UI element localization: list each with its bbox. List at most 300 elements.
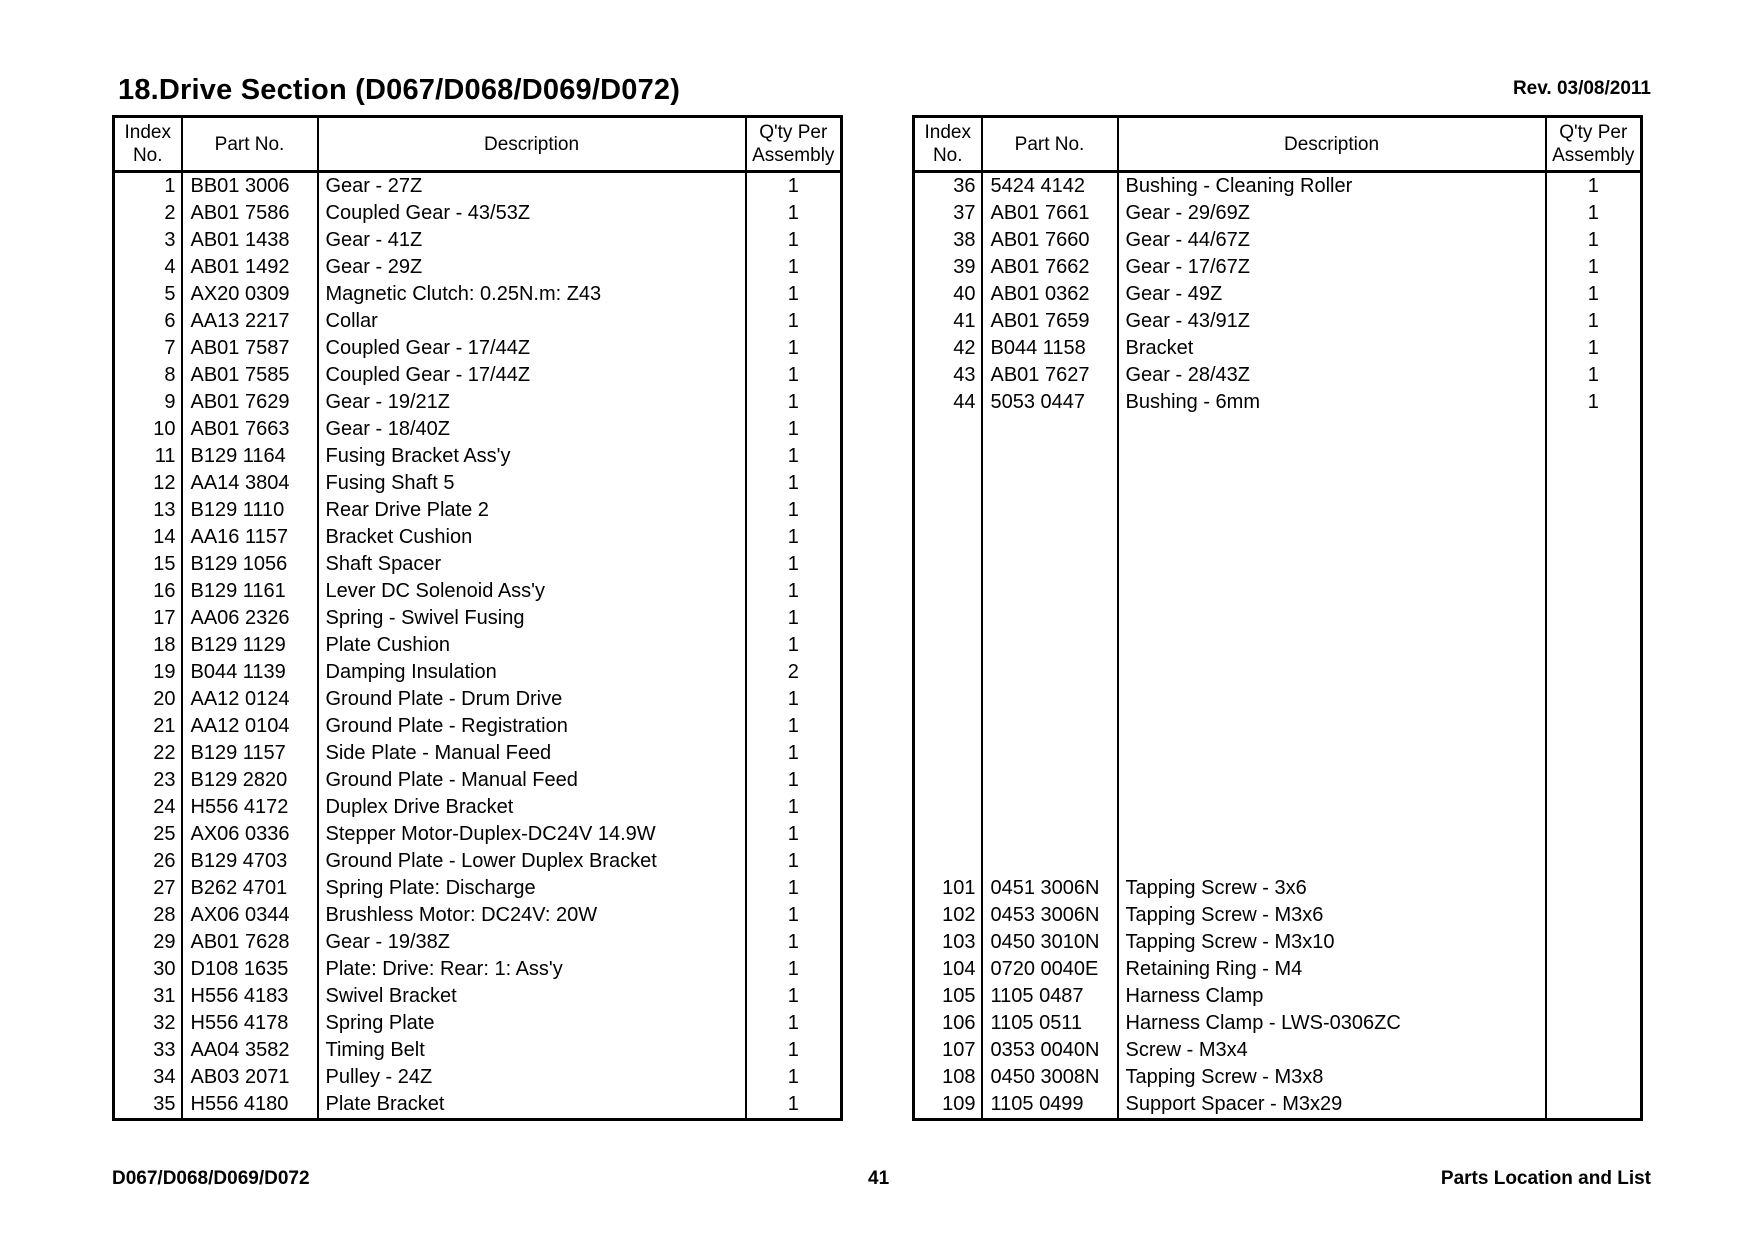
quantity-cell: 1	[746, 632, 842, 659]
quantity-cell: 1	[746, 794, 842, 821]
quantity-cell: 1	[746, 1064, 842, 1091]
index-cell: 35	[114, 1091, 182, 1120]
description-cell: Rear Drive Plate 2	[318, 497, 746, 524]
part-number-cell: AB01 0362	[982, 281, 1118, 308]
quantity-cell	[1546, 794, 1642, 821]
index-cell	[914, 686, 982, 713]
table-row	[114, 713, 842, 740]
quantity-cell	[1546, 578, 1642, 605]
table-row	[114, 308, 842, 335]
quantity-cell	[1546, 740, 1642, 767]
table-row	[914, 956, 1642, 983]
index-cell: 2	[114, 200, 182, 227]
quantity-cell: 1	[746, 686, 842, 713]
column-header-qty: Q'ty Per Assembly	[1546, 117, 1642, 172]
table-row	[914, 794, 1642, 821]
table-row	[914, 362, 1642, 389]
part-number-cell: 1105 0499	[982, 1091, 1118, 1120]
description-cell	[1118, 767, 1546, 794]
index-cell: 42	[914, 335, 982, 362]
part-number-cell: AA13 2217	[182, 308, 318, 335]
quantity-cell: 1	[746, 740, 842, 767]
description-cell: Plate Cushion	[318, 632, 746, 659]
part-number-cell	[982, 551, 1118, 578]
description-cell: Coupled Gear - 43/53Z	[318, 200, 746, 227]
description-cell: Spring Plate	[318, 1010, 746, 1037]
part-number-cell	[982, 848, 1118, 875]
part-number-cell	[982, 605, 1118, 632]
table-header-row	[914, 117, 1642, 172]
index-cell: 23	[114, 767, 182, 794]
description-cell: Tapping Screw - M3x6	[1118, 902, 1546, 929]
description-cell: Pulley - 24Z	[318, 1064, 746, 1091]
part-number-cell: 0450 3010N	[982, 929, 1118, 956]
parts-table-left	[112, 115, 843, 1121]
description-cell: Plate Bracket	[318, 1091, 746, 1120]
quantity-cell	[1546, 416, 1642, 443]
part-number-cell: 5424 4142	[982, 172, 1118, 201]
part-number-cell: AA12 0124	[182, 686, 318, 713]
description-cell	[1118, 524, 1546, 551]
quantity-cell	[1546, 1064, 1642, 1091]
part-number-cell: H556 4183	[182, 983, 318, 1010]
quantity-cell	[1546, 443, 1642, 470]
table-row	[114, 254, 842, 281]
table-row	[114, 416, 842, 443]
index-cell: 1	[114, 172, 182, 201]
description-cell: Spring Plate: Discharge	[318, 875, 746, 902]
table-row	[914, 389, 1642, 416]
description-cell: Duplex Drive Bracket	[318, 794, 746, 821]
table-row	[114, 497, 842, 524]
index-cell	[914, 848, 982, 875]
index-cell: 22	[114, 740, 182, 767]
index-cell: 7	[114, 335, 182, 362]
table-row	[914, 632, 1642, 659]
part-number-cell	[982, 821, 1118, 848]
index-cell: 29	[114, 929, 182, 956]
description-cell: Magnetic Clutch: 0.25N.m: Z43	[318, 281, 746, 308]
table-row	[114, 821, 842, 848]
quantity-cell: 1	[746, 227, 842, 254]
footer-section: Parts Location and List	[1440, 1168, 1651, 1189]
part-number-cell: B044 1158	[982, 335, 1118, 362]
part-number-cell	[982, 443, 1118, 470]
table-row	[114, 1010, 842, 1037]
index-cell	[914, 794, 982, 821]
table-row	[114, 200, 842, 227]
description-cell: Damping Insulation	[318, 659, 746, 686]
part-number-cell	[982, 632, 1118, 659]
index-cell: 3	[114, 227, 182, 254]
part-number-cell: AA16 1157	[182, 524, 318, 551]
description-cell: Gear - 28/43Z	[1118, 362, 1546, 389]
index-cell	[914, 632, 982, 659]
index-cell: 30	[114, 956, 182, 983]
part-number-cell: AB01 7660	[982, 227, 1118, 254]
index-cell: 26	[114, 848, 182, 875]
description-cell: Gear - 19/38Z	[318, 929, 746, 956]
table-row	[114, 767, 842, 794]
quantity-cell	[1546, 713, 1642, 740]
description-cell	[1118, 713, 1546, 740]
description-cell: Ground Plate - Drum Drive	[318, 686, 746, 713]
part-number-cell: AB01 7585	[182, 362, 318, 389]
index-cell: 36	[914, 172, 982, 201]
index-cell	[914, 578, 982, 605]
description-cell	[1118, 848, 1546, 875]
part-number-cell: B129 1110	[182, 497, 318, 524]
table-row	[114, 443, 842, 470]
part-number-cell: AA14 3804	[182, 470, 318, 497]
table-row	[114, 470, 842, 497]
part-number-cell: AA12 0104	[182, 713, 318, 740]
table-row	[114, 875, 842, 902]
index-cell: 39	[914, 254, 982, 281]
table-row	[114, 902, 842, 929]
description-cell: Ground Plate - Lower Duplex Bracket	[318, 848, 746, 875]
description-cell: Gear - 43/91Z	[1118, 308, 1546, 335]
quantity-cell: 1	[1546, 362, 1642, 389]
quantity-cell: 1	[746, 308, 842, 335]
quantity-cell: 1	[746, 875, 842, 902]
part-number-cell: AB01 7661	[982, 200, 1118, 227]
description-cell: Spring - Swivel Fusing	[318, 605, 746, 632]
part-number-cell: 0450 3008N	[982, 1064, 1118, 1091]
description-cell: Ground Plate - Registration	[318, 713, 746, 740]
index-cell: 108	[914, 1064, 982, 1091]
table-row	[114, 578, 842, 605]
description-cell: Screw - M3x4	[1118, 1037, 1546, 1064]
quantity-cell: 1	[1546, 172, 1642, 201]
quantity-cell: 1	[746, 470, 842, 497]
index-cell: 27	[114, 875, 182, 902]
part-number-cell: AX06 0344	[182, 902, 318, 929]
table-row	[114, 956, 842, 983]
description-cell: Tapping Screw - M3x10	[1118, 929, 1546, 956]
description-cell	[1118, 443, 1546, 470]
column-header-qty: Q'ty Per Assembly	[746, 117, 842, 172]
description-cell: Timing Belt	[318, 1037, 746, 1064]
description-cell	[1118, 659, 1546, 686]
index-cell: 104	[914, 956, 982, 983]
column-header-index: Index No.	[914, 117, 982, 172]
table-row	[914, 1091, 1642, 1120]
table-row	[914, 578, 1642, 605]
quantity-cell: 1	[746, 1010, 842, 1037]
part-number-cell: 0353 0040N	[982, 1037, 1118, 1064]
description-cell	[1118, 551, 1546, 578]
description-cell: Gear - 19/21Z	[318, 389, 746, 416]
table-row	[914, 497, 1642, 524]
table-row	[914, 983, 1642, 1010]
table-row	[914, 1037, 1642, 1064]
index-cell	[914, 416, 982, 443]
part-number-cell: AB01 7663	[182, 416, 318, 443]
description-cell: Gear - 29Z	[318, 254, 746, 281]
quantity-cell: 1	[746, 605, 842, 632]
quantity-cell	[1546, 767, 1642, 794]
table-row	[114, 281, 842, 308]
table-row	[114, 389, 842, 416]
part-number-cell: AB01 7627	[982, 362, 1118, 389]
page-number: 41	[868, 1168, 890, 1189]
description-cell: Coupled Gear - 17/44Z	[318, 362, 746, 389]
description-cell: Gear - 44/67Z	[1118, 227, 1546, 254]
description-cell	[1118, 632, 1546, 659]
quantity-cell: 1	[1546, 308, 1642, 335]
index-cell: 5	[114, 281, 182, 308]
index-cell	[914, 470, 982, 497]
part-number-cell: B044 1139	[182, 659, 318, 686]
index-cell: 102	[914, 902, 982, 929]
part-number-cell: 0720 0040E	[982, 956, 1118, 983]
part-number-cell: AB01 1492	[182, 254, 318, 281]
table-row	[914, 281, 1642, 308]
table-row	[914, 1064, 1642, 1091]
table-row	[914, 686, 1642, 713]
table-row	[114, 659, 842, 686]
column-header-part: Part No.	[182, 117, 318, 172]
index-cell: 14	[114, 524, 182, 551]
quantity-cell: 1	[746, 335, 842, 362]
index-cell: 16	[114, 578, 182, 605]
quantity-cell: 1	[746, 443, 842, 470]
description-cell: Fusing Bracket Ass'y	[318, 443, 746, 470]
index-cell: 105	[914, 983, 982, 1010]
index-cell: 31	[114, 983, 182, 1010]
quantity-cell	[1546, 983, 1642, 1010]
table-row	[914, 740, 1642, 767]
description-cell: Tapping Screw - M3x8	[1118, 1064, 1546, 1091]
part-number-cell: AB01 7662	[982, 254, 1118, 281]
table-row	[114, 524, 842, 551]
quantity-cell	[1546, 902, 1642, 929]
part-number-cell: H556 4172	[182, 794, 318, 821]
table-row	[914, 254, 1642, 281]
table-row	[114, 929, 842, 956]
quantity-cell: 1	[746, 281, 842, 308]
table-row	[114, 686, 842, 713]
quantity-cell	[1546, 659, 1642, 686]
description-cell: Brushless Motor: DC24V: 20W	[318, 902, 746, 929]
index-cell: 38	[914, 227, 982, 254]
description-cell: Bushing - 6mm	[1118, 389, 1546, 416]
quantity-cell	[1546, 929, 1642, 956]
index-cell: 21	[114, 713, 182, 740]
table-row	[914, 605, 1642, 632]
quantity-cell	[1546, 1010, 1642, 1037]
quantity-cell: 1	[1546, 335, 1642, 362]
table-row	[914, 929, 1642, 956]
quantity-cell: 1	[1546, 227, 1642, 254]
description-cell	[1118, 605, 1546, 632]
quantity-cell: 1	[1546, 389, 1642, 416]
quantity-cell: 1	[746, 172, 842, 201]
table-row	[914, 902, 1642, 929]
part-number-cell	[982, 686, 1118, 713]
quantity-cell: 1	[746, 578, 842, 605]
quantity-cell	[1546, 875, 1642, 902]
index-cell: 13	[114, 497, 182, 524]
index-cell: 101	[914, 875, 982, 902]
part-number-cell: B129 4703	[182, 848, 318, 875]
quantity-cell: 1	[746, 254, 842, 281]
part-number-cell: B129 1161	[182, 578, 318, 605]
index-cell	[914, 821, 982, 848]
description-cell: Gear - 41Z	[318, 227, 746, 254]
quantity-cell: 1	[746, 497, 842, 524]
quantity-cell	[1546, 605, 1642, 632]
parts-table-right	[912, 115, 1643, 1121]
table-row	[914, 875, 1642, 902]
index-cell: 12	[114, 470, 182, 497]
quantity-cell: 1	[1546, 281, 1642, 308]
index-cell: 34	[114, 1064, 182, 1091]
part-number-cell: B129 1157	[182, 740, 318, 767]
quantity-cell: 1	[746, 1037, 842, 1064]
description-cell: Support Spacer - M3x29	[1118, 1091, 1546, 1120]
quantity-cell: 1	[746, 821, 842, 848]
description-cell: Bracket Cushion	[318, 524, 746, 551]
quantity-cell	[1546, 524, 1642, 551]
quantity-cell	[1546, 632, 1642, 659]
part-number-cell	[982, 659, 1118, 686]
index-cell: 44	[914, 389, 982, 416]
description-cell	[1118, 794, 1546, 821]
index-cell: 24	[114, 794, 182, 821]
part-number-cell	[982, 713, 1118, 740]
part-number-cell: AB03 2071	[182, 1064, 318, 1091]
description-cell: Harness Clamp - LWS-0306ZC	[1118, 1010, 1546, 1037]
description-cell: Retaining Ring - M4	[1118, 956, 1546, 983]
quantity-cell	[1546, 848, 1642, 875]
quantity-cell: 1	[746, 929, 842, 956]
table-row	[914, 713, 1642, 740]
table-row	[114, 172, 842, 201]
table-row	[114, 1064, 842, 1091]
part-number-cell: AA04 3582	[182, 1037, 318, 1064]
table-row	[114, 362, 842, 389]
description-cell: Bracket	[1118, 335, 1546, 362]
description-cell: Shaft Spacer	[318, 551, 746, 578]
part-number-cell	[982, 524, 1118, 551]
table-row	[914, 821, 1642, 848]
table-row	[914, 1010, 1642, 1037]
index-cell: 8	[114, 362, 182, 389]
description-cell: Ground Plate - Manual Feed	[318, 767, 746, 794]
quantity-cell: 2	[746, 659, 842, 686]
part-number-cell	[982, 740, 1118, 767]
description-cell: Lever DC Solenoid Ass'y	[318, 578, 746, 605]
index-cell	[914, 551, 982, 578]
part-number-cell: 0453 3006N	[982, 902, 1118, 929]
index-cell: 33	[114, 1037, 182, 1064]
quantity-cell	[1546, 686, 1642, 713]
index-cell: 109	[914, 1091, 982, 1120]
index-cell	[914, 524, 982, 551]
part-number-cell: 5053 0447	[982, 389, 1118, 416]
index-cell	[914, 605, 982, 632]
index-cell	[914, 740, 982, 767]
part-number-cell: 1105 0511	[982, 1010, 1118, 1037]
description-cell: Tapping Screw - 3x6	[1118, 875, 1546, 902]
part-number-cell: BB01 3006	[182, 172, 318, 201]
column-header-part: Part No.	[982, 117, 1118, 172]
part-number-cell	[982, 470, 1118, 497]
description-cell: Gear - 17/67Z	[1118, 254, 1546, 281]
index-cell: 9	[114, 389, 182, 416]
table-row	[114, 632, 842, 659]
description-cell: Fusing Shaft 5	[318, 470, 746, 497]
part-number-cell: H556 4180	[182, 1091, 318, 1120]
quantity-cell: 1	[746, 713, 842, 740]
quantity-cell: 1	[746, 551, 842, 578]
description-cell: Coupled Gear - 17/44Z	[318, 335, 746, 362]
revision-date: Rev. 03/08/2011	[1512, 78, 1651, 99]
part-number-cell	[982, 497, 1118, 524]
column-header-index: Index No.	[114, 117, 182, 172]
quantity-cell	[1546, 821, 1642, 848]
quantity-cell	[1546, 551, 1642, 578]
column-header-description: Description	[318, 117, 746, 172]
index-cell	[914, 497, 982, 524]
part-number-cell	[982, 794, 1118, 821]
table-row	[114, 335, 842, 362]
table-row	[114, 551, 842, 578]
part-number-cell: B129 1129	[182, 632, 318, 659]
table-row	[114, 740, 842, 767]
part-number-cell	[982, 767, 1118, 794]
part-number-cell: AB01 7659	[982, 308, 1118, 335]
table-row	[914, 443, 1642, 470]
table-row	[914, 200, 1642, 227]
index-cell: 20	[114, 686, 182, 713]
table-row	[114, 1091, 842, 1120]
part-number-cell: 1105 0487	[982, 983, 1118, 1010]
description-cell	[1118, 416, 1546, 443]
table-row	[914, 524, 1642, 551]
index-cell: 19	[114, 659, 182, 686]
quantity-cell: 1	[746, 200, 842, 227]
description-cell: Gear - 29/69Z	[1118, 200, 1546, 227]
quantity-cell	[1546, 956, 1642, 983]
index-cell: 106	[914, 1010, 982, 1037]
quantity-cell: 1	[746, 1091, 842, 1120]
description-cell	[1118, 578, 1546, 605]
index-cell: 28	[114, 902, 182, 929]
index-cell	[914, 443, 982, 470]
description-cell: Bushing - Cleaning Roller	[1118, 172, 1546, 201]
description-cell: Swivel Bracket	[318, 983, 746, 1010]
table-row	[114, 605, 842, 632]
index-cell: 41	[914, 308, 982, 335]
part-number-cell: B262 4701	[182, 875, 318, 902]
quantity-cell: 1	[746, 524, 842, 551]
index-cell: 32	[114, 1010, 182, 1037]
page-title: 18.Drive Section (D067/D068/D069/D072)	[118, 74, 681, 106]
description-cell: Collar	[318, 308, 746, 335]
index-cell: 10	[114, 416, 182, 443]
quantity-cell: 1	[746, 416, 842, 443]
table-row	[914, 172, 1642, 201]
part-number-cell: AB01 7628	[182, 929, 318, 956]
table-row	[114, 848, 842, 875]
table-row	[114, 227, 842, 254]
index-cell	[914, 659, 982, 686]
quantity-cell: 1	[746, 362, 842, 389]
quantity-cell	[1546, 1091, 1642, 1120]
